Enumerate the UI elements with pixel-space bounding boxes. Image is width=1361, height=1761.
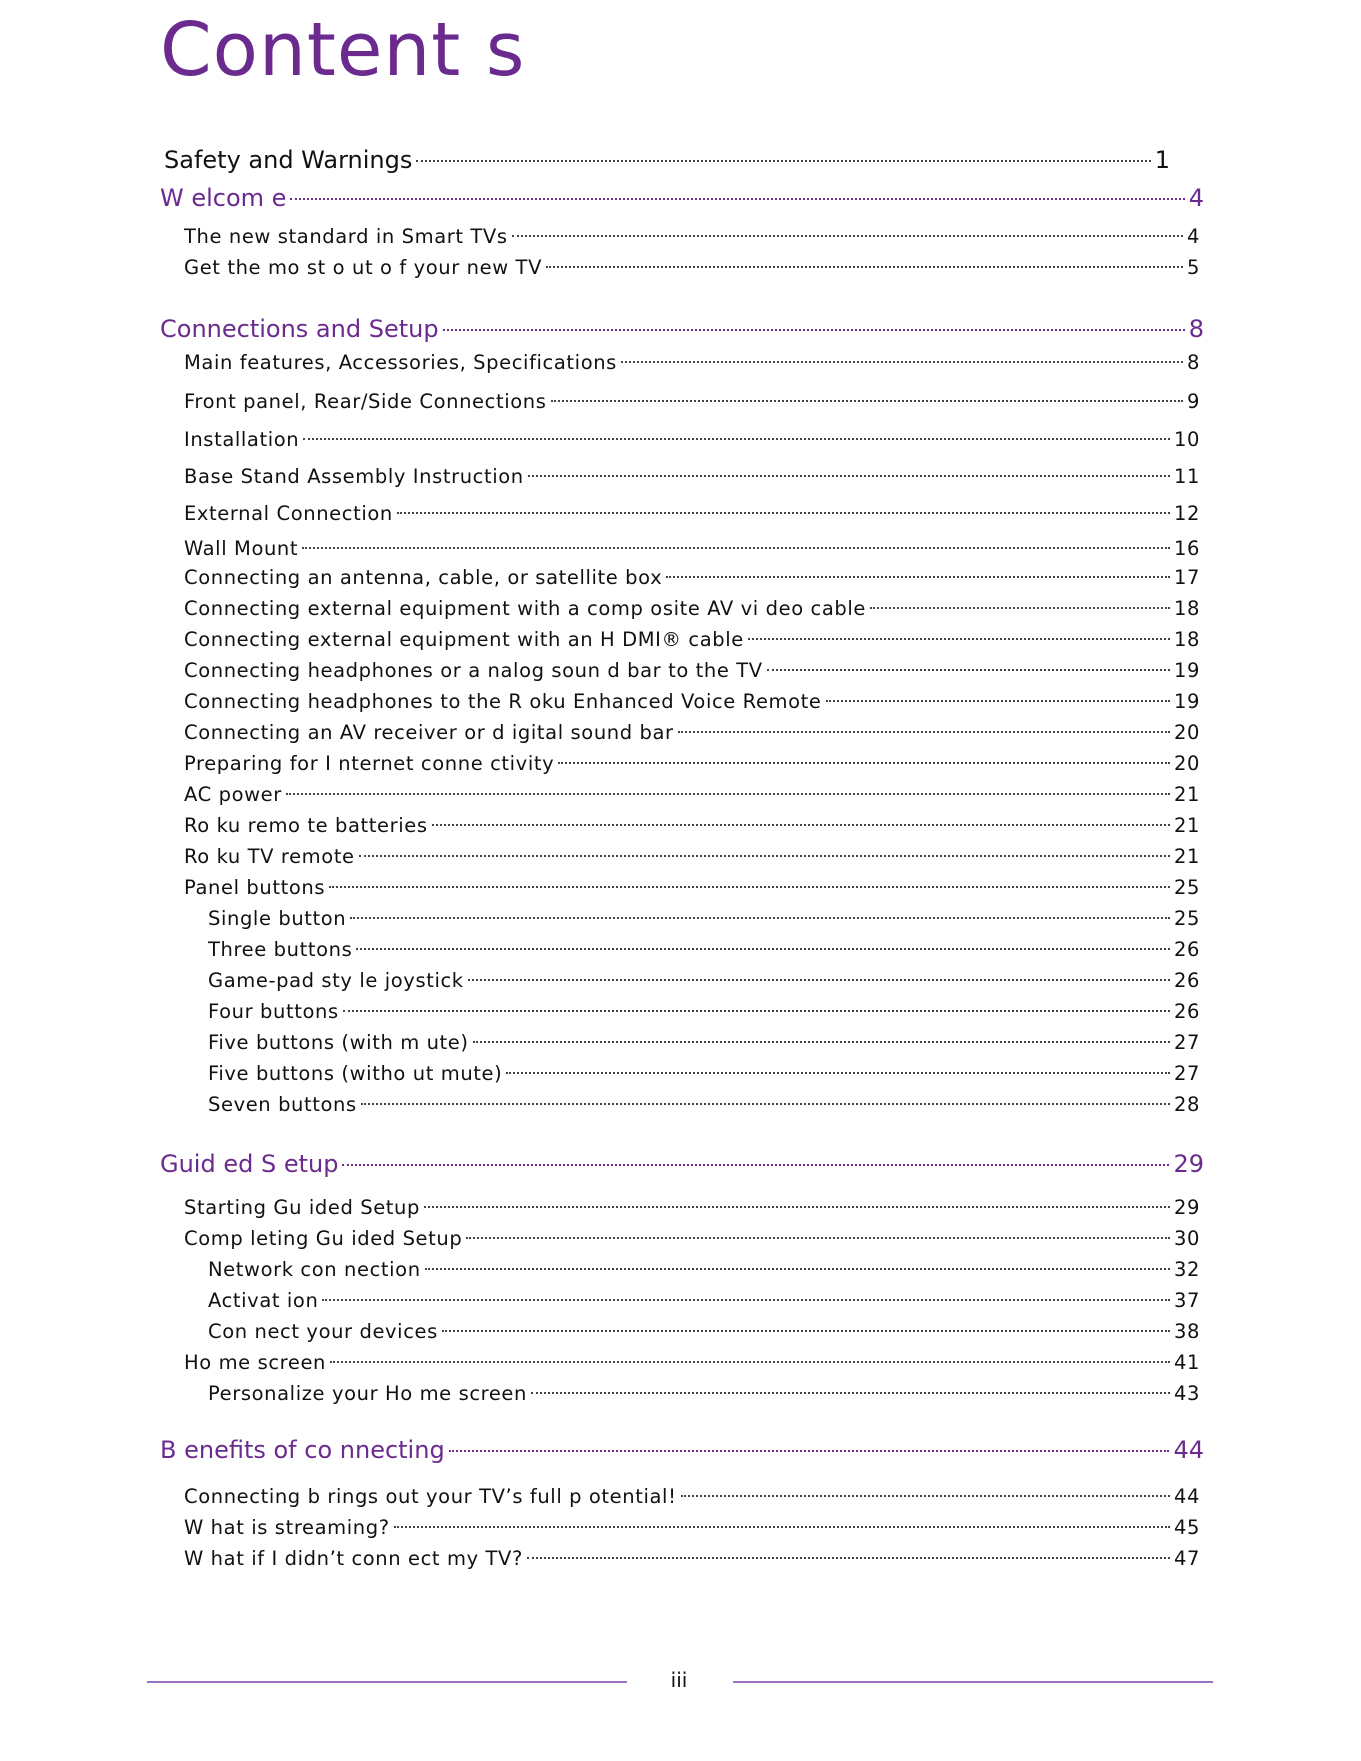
toc-dot-leader — [290, 198, 1184, 200]
toc-entry-label: Connecting headphones to the R oku Enhanced Voice Remote — [184, 690, 822, 713]
toc-entry-row[interactable] — [208, 1320, 1200, 1343]
toc-entry-label: Seven buttons — [208, 1093, 357, 1116]
toc-entry-label: Base Stand Assembly Instruction — [184, 465, 524, 488]
toc-dot-leader — [558, 762, 1170, 764]
toc-dot-leader — [359, 855, 1170, 857]
toc-entry-row[interactable] — [184, 566, 1200, 589]
toc-entry-row[interactable] — [184, 690, 1200, 713]
toc-entry-page: 37 — [1173, 1289, 1200, 1312]
toc-entry-page: 19 — [1173, 690, 1200, 713]
toc-entry-page: 32 — [1173, 1258, 1200, 1281]
toc-entry-page: 21 — [1173, 814, 1200, 837]
toc-entry-page: 27 — [1173, 1031, 1200, 1054]
toc-entry-page: 9 — [1186, 390, 1200, 413]
toc-entry-row[interactable] — [208, 1382, 1200, 1405]
toc-entry-row[interactable] — [208, 1062, 1200, 1085]
toc-entry-page: 21 — [1173, 783, 1200, 806]
toc-dot-leader — [466, 1237, 1170, 1239]
toc-entry-label: Single button — [208, 907, 347, 930]
toc-entry-row[interactable] — [184, 845, 1200, 868]
toc-entry-page: 5 — [1186, 256, 1200, 279]
page-title: Content s — [160, 7, 526, 93]
toc-entry-page: 17 — [1173, 566, 1200, 589]
toc-entry-label: W elcom e — [160, 184, 287, 212]
toc-entry-label: W hat if I didn’t conn ect my TV? — [184, 1547, 523, 1570]
toc-entry-label: Safety and Warnings — [164, 146, 413, 174]
toc-dot-leader — [330, 1361, 1170, 1363]
toc-dot-leader — [551, 400, 1183, 402]
toc-chapter-row[interactable] — [160, 315, 1204, 343]
toc-dot-leader — [443, 329, 1185, 331]
toc-entry-row[interactable] — [184, 1547, 1200, 1570]
toc-entry-page: 43 — [1173, 1382, 1200, 1405]
toc-entry-label: Network con nection — [208, 1258, 421, 1281]
toc-dot-leader — [473, 1041, 1170, 1043]
toc-entry-label: Ro ku TV remote — [184, 845, 355, 868]
footer-rule-left — [147, 1681, 627, 1683]
toc-entry-page: 29 — [1173, 1196, 1200, 1219]
toc-dot-leader — [870, 607, 1170, 609]
toc-entry-page: 25 — [1173, 907, 1200, 930]
toc-entry-row[interactable] — [184, 428, 1200, 451]
toc-entry-page: 28 — [1173, 1093, 1200, 1116]
toc-entry-label: Connecting an antenna, cable, or satellite box — [184, 566, 663, 589]
toc-entry-page: 26 — [1173, 938, 1200, 961]
toc-dot-leader — [302, 547, 1170, 549]
toc-chapter-row[interactable] — [160, 184, 1204, 212]
toc-entry-label: W hat is streaming? — [184, 1516, 390, 1539]
toc-dot-leader — [286, 793, 1170, 795]
toc-dot-leader — [681, 1495, 1170, 1497]
toc-entry-label: Get the mo st o ut o f your new TV — [184, 256, 543, 279]
toc-entry-page: 8 — [1188, 315, 1204, 343]
toc-entry-label: Ro ku remo te batteries — [184, 814, 428, 837]
toc-chapter-row[interactable] — [164, 146, 1170, 174]
toc-entry-label: Connecting external equipment with a comp osite AV vi deo cable — [184, 597, 866, 620]
toc-entry-label: Starting Gu ided Setup — [184, 1196, 420, 1219]
toc-entry-label: Five buttons (with m ute) — [208, 1031, 469, 1054]
toc-entry-row[interactable] — [208, 1000, 1200, 1023]
toc-entry-row[interactable] — [184, 783, 1200, 806]
toc-entry-label: Comp leting Gu ided Setup — [184, 1227, 463, 1250]
toc-dot-leader — [416, 160, 1150, 162]
toc-entry-label: External Connection — [184, 502, 393, 525]
toc-entry-page: 44 — [1173, 1436, 1204, 1464]
toc-dot-leader — [356, 948, 1170, 950]
toc-entry-label: Wall Mount — [184, 537, 299, 560]
toc-entry-label: B enefits of co nnecting — [160, 1436, 445, 1464]
toc-entry-page: 45 — [1173, 1516, 1200, 1539]
toc-dot-leader — [342, 1164, 1169, 1166]
toc-dot-leader — [528, 475, 1170, 477]
footer-page-number: iii — [670, 1668, 688, 1692]
toc-entry-row[interactable] — [184, 752, 1200, 775]
toc-entry-row[interactable] — [184, 537, 1200, 560]
toc-entry-page: 26 — [1173, 969, 1200, 992]
toc-entry-label: Preparing for I nternet conne ctivity — [184, 752, 555, 775]
toc-entry-label: AC power — [184, 783, 282, 806]
toc-entry-row[interactable] — [184, 659, 1200, 682]
toc-entry-page: 8 — [1186, 351, 1200, 374]
toc-entry-page: 11 — [1173, 465, 1200, 488]
toc-entry-row[interactable] — [208, 1289, 1200, 1312]
toc-dot-leader — [442, 1330, 1170, 1332]
toc-dot-leader — [449, 1450, 1170, 1452]
toc-dot-leader — [424, 1206, 1170, 1208]
toc-entry-row[interactable] — [208, 1031, 1200, 1054]
toc-entry-row[interactable] — [184, 628, 1200, 651]
toc-entry-row[interactable] — [184, 1196, 1200, 1219]
toc-entry-label: Guid ed S etup — [160, 1150, 339, 1178]
toc-dot-leader — [621, 361, 1183, 363]
toc-entry-page: 19 — [1173, 659, 1200, 682]
toc-dot-leader — [468, 979, 1170, 981]
toc-dot-leader — [506, 1072, 1170, 1074]
toc-entry-row[interactable] — [208, 1258, 1200, 1281]
toc-entry-row[interactable] — [208, 1093, 1200, 1116]
toc-entry-page: 18 — [1173, 628, 1200, 651]
toc-dot-leader — [546, 266, 1183, 268]
toc-entry-label: Three buttons — [208, 938, 353, 961]
toc-entry-page: 10 — [1173, 428, 1200, 451]
toc-entry-label: The new standard in Smart TVs — [184, 225, 508, 248]
toc-dot-leader — [432, 824, 1170, 826]
toc-entry-page: 41 — [1173, 1351, 1200, 1374]
toc-entry-row[interactable] — [184, 597, 1200, 620]
toc-entry-page: 18 — [1173, 597, 1200, 620]
toc-entry-row[interactable] — [184, 256, 1200, 279]
toc-entry-label: Connecting external equipment with an H DMI® cable — [184, 628, 744, 651]
toc-entry-page: 25 — [1173, 876, 1200, 899]
toc-dot-leader — [303, 438, 1170, 440]
toc-entry-row[interactable] — [208, 938, 1200, 961]
toc-entry-page: 16 — [1173, 537, 1200, 560]
toc-entry-page: 44 — [1173, 1485, 1200, 1508]
toc-dot-leader — [322, 1299, 1170, 1301]
toc-entry-label: Connecting headphones or a nalog soun d bar to the TV — [184, 659, 763, 682]
toc-dot-leader — [531, 1392, 1170, 1394]
toc-dot-leader — [512, 235, 1183, 237]
toc-dot-leader — [666, 576, 1170, 578]
toc-dot-leader — [767, 669, 1170, 671]
toc-dot-leader — [425, 1268, 1170, 1270]
toc-entry-label: Installation — [184, 428, 300, 451]
toc-dot-leader — [361, 1103, 1170, 1105]
toc-entry-row[interactable] — [184, 502, 1200, 525]
toc-entry-row[interactable] — [184, 1227, 1200, 1250]
toc-entry-page: 20 — [1173, 721, 1200, 744]
toc-entry-row[interactable] — [184, 1516, 1200, 1539]
toc-entry-label: Con nect your devices — [208, 1320, 438, 1343]
toc-entry-page: 47 — [1173, 1547, 1200, 1570]
toc-entry-page: 12 — [1173, 502, 1200, 525]
toc-entry-label: Activat ion — [208, 1289, 319, 1312]
toc-dot-leader — [394, 1526, 1170, 1528]
toc-entry-label: Panel buttons — [184, 876, 326, 899]
toc-dot-leader — [678, 731, 1170, 733]
toc-dot-leader — [826, 700, 1170, 702]
toc-entry-row[interactable] — [184, 1351, 1200, 1374]
footer-rule-right — [733, 1681, 1213, 1683]
toc-chapter-row[interactable] — [160, 1436, 1204, 1464]
toc-entry-label: Connecting b rings out your TV’s full p otential! — [184, 1485, 677, 1508]
toc-chapter-row[interactable] — [160, 1150, 1204, 1178]
toc-dot-leader — [343, 1010, 1170, 1012]
toc-dot-leader — [748, 638, 1170, 640]
toc-entry-page: 4 — [1188, 184, 1204, 212]
toc-dot-leader — [397, 512, 1170, 514]
toc-entry-row[interactable] — [208, 969, 1200, 992]
toc-entry-page: 21 — [1173, 845, 1200, 868]
toc-entry-page: 1 — [1154, 146, 1170, 174]
toc-entry-label: Four buttons — [208, 1000, 339, 1023]
toc-entry-label: Main features, Accessories, Specifications — [184, 351, 617, 374]
toc-entry-page: 27 — [1173, 1062, 1200, 1085]
toc-dot-leader — [527, 1557, 1170, 1559]
toc-dot-leader — [329, 886, 1170, 888]
toc-entry-page: 20 — [1173, 752, 1200, 775]
toc-entry-label: Game-pad sty le joystick — [208, 969, 464, 992]
toc-entry-page: 38 — [1173, 1320, 1200, 1343]
toc-entry-row[interactable] — [184, 814, 1200, 837]
toc-entry-row[interactable] — [184, 1485, 1200, 1508]
toc-entry-label: Front panel, Rear/Side Connections — [184, 390, 547, 413]
toc-entry-page: 26 — [1173, 1000, 1200, 1023]
toc-entry-row[interactable] — [184, 225, 1200, 248]
toc-entry-row[interactable] — [184, 876, 1200, 899]
toc-entry-label: Five buttons (witho ut mute) — [208, 1062, 503, 1085]
toc-entry-row[interactable] — [184, 721, 1200, 744]
toc-entry-row[interactable] — [184, 351, 1200, 374]
toc-entry-label: Personalize your Ho me screen — [208, 1382, 527, 1405]
toc-dot-leader — [350, 917, 1170, 919]
toc-entry-page: 4 — [1186, 225, 1200, 248]
toc-entry-page: 29 — [1173, 1150, 1204, 1178]
toc-entry-row[interactable] — [184, 465, 1200, 488]
toc-entry-label: Connecting an AV receiver or d igital sound bar — [184, 721, 674, 744]
toc-entry-row[interactable] — [184, 390, 1200, 413]
toc-entry-page: 30 — [1173, 1227, 1200, 1250]
toc-entry-row[interactable] — [208, 907, 1200, 930]
toc-entry-label: Ho me screen — [184, 1351, 327, 1374]
toc-entry-label: Connections and Setup — [160, 315, 439, 343]
